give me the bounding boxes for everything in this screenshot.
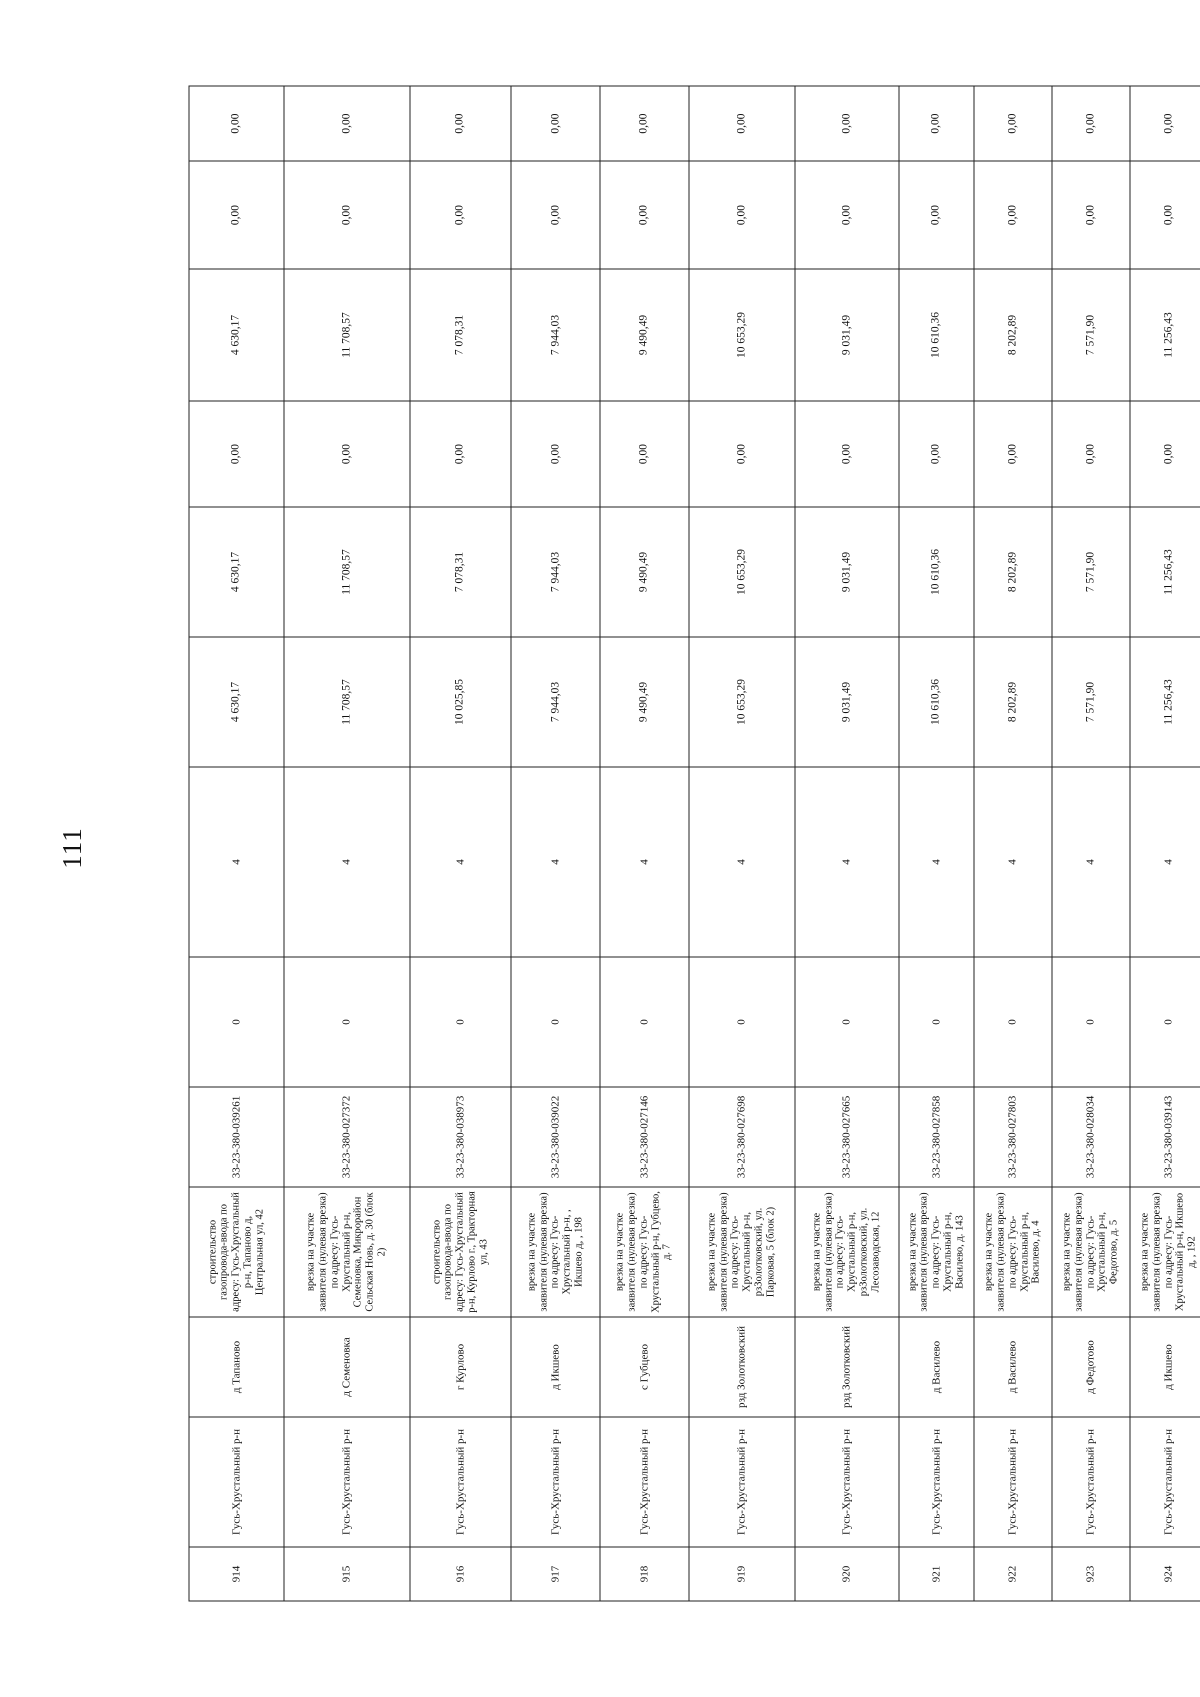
- cell-description: врезка на участке заявителя (нулевая врезка) по адресу: Гусь-Хрустальный р-н, Икшево д, , 192: [1130, 1187, 1200, 1317]
- cell-value-5: 0,00: [409, 161, 511, 269]
- cell-value-2: 7 078,31: [409, 507, 511, 637]
- cell-description: врезка на участке заявителя (нулевая врезка) по адресу: Гусь-Хрустальный р-н, Губцево, д. 7: [600, 1187, 689, 1317]
- cell-value-6: 0,00: [1130, 86, 1200, 161]
- cell-value-6: 0,00: [511, 86, 600, 161]
- cell-value-6: 0,00: [974, 86, 1052, 161]
- cell-col-four: 4: [409, 767, 511, 957]
- cell-description: врезка на участке заявителя (нулевая врезка) по адресу: Гусь-Хрустальный р-н, Семеновка, Микрорайон Сельская Новь, д. 30 (блок 2): [284, 1187, 409, 1317]
- cell-value-2: 11 256,43: [1130, 507, 1200, 637]
- table-row: [284, 86, 409, 1601]
- cell-code: 33-23-380-039143: [1130, 1087, 1200, 1187]
- cell-description: врезка на участке заявителя (нулевая врезка) по адресу: Гусь-Хрустальный р-н, рзЗолотковский, ул. Лесозаводская, 12: [794, 1187, 898, 1317]
- cell-value-5: 0,00: [189, 161, 284, 269]
- cell-code: 33-23-380-027698: [688, 1087, 794, 1187]
- cell-col-zero: 0: [409, 957, 511, 1087]
- cell-code: 33-23-380-039261: [189, 1087, 284, 1187]
- table-row: [974, 86, 1052, 1601]
- cell-value-4: 11 256,43: [1130, 269, 1200, 401]
- cell-value-4: 8 202,89: [974, 269, 1052, 401]
- cell-no: 921: [898, 1547, 974, 1601]
- cell-value-5: 0,00: [284, 161, 409, 269]
- cell-value-4: 7 078,31: [409, 269, 511, 401]
- cell-value-3: 0,00: [189, 401, 284, 507]
- cell-col-zero: 0: [1130, 957, 1200, 1087]
- cell-description: врезка на участке заявителя (нулевая врезка) по адресу: Гусь-Хрустальный р-н, рзЗолотковский, ул. Парковая, 5 (блок 2): [688, 1187, 794, 1317]
- cell-value-6: 0,00: [794, 86, 898, 161]
- cell-value-5: 0,00: [511, 161, 600, 269]
- cell-code: 33-23-380-027665: [794, 1087, 898, 1187]
- cell-value-1: 9 490,49: [600, 637, 689, 767]
- cell-district: Гусь-Хрустальный р-н: [600, 1417, 689, 1547]
- cell-col-zero: 0: [898, 957, 974, 1087]
- cell-settlement: рзд Золотковский: [794, 1317, 898, 1417]
- cell-settlement: рзд Золотковский: [688, 1317, 794, 1417]
- cell-col-zero: 0: [284, 957, 409, 1087]
- cell-district: Гусь-Хрустальный р-н: [284, 1417, 409, 1547]
- cell-col-zero: 0: [1052, 957, 1130, 1087]
- table-row: [189, 86, 284, 1601]
- cell-value-4: 11 708,57: [284, 269, 409, 401]
- cell-col-zero: 0: [794, 957, 898, 1087]
- cell-no: 914: [189, 1547, 284, 1601]
- cell-no: 924: [1130, 1547, 1200, 1601]
- cell-description: врезка на участке заявителя (нулевая врезка) по адресу: Гусь-Хрустальный р-н, Василево, д. 4: [974, 1187, 1052, 1317]
- cell-no: 923: [1052, 1547, 1130, 1601]
- cell-col-four: 4: [794, 767, 898, 957]
- cell-col-zero: 0: [688, 957, 794, 1087]
- cell-settlement: д Василево: [898, 1317, 974, 1417]
- cell-value-3: 0,00: [409, 401, 511, 507]
- cell-col-zero: 0: [189, 957, 284, 1087]
- cell-col-zero: 0: [511, 957, 600, 1087]
- cell-no: 915: [284, 1547, 409, 1601]
- cell-settlement: д Икшево: [511, 1317, 600, 1417]
- cell-value-2: 10 610,36: [898, 507, 974, 637]
- cell-value-4: 7 571,90: [1052, 269, 1130, 401]
- page-number: 111: [56, 827, 87, 869]
- table-row: [1130, 86, 1200, 1601]
- cell-value-1: 11 256,43: [1130, 637, 1200, 767]
- cell-value-3: 0,00: [1052, 401, 1130, 507]
- cell-value-3: 0,00: [1130, 401, 1200, 507]
- cell-col-zero: 0: [974, 957, 1052, 1087]
- cell-value-1: 10 610,36: [898, 637, 974, 767]
- cell-code: 33-23-380-027372: [284, 1087, 409, 1187]
- cell-district: Гусь-Хрустальный р-н: [1130, 1417, 1200, 1547]
- cell-code: 33-23-380-039022: [511, 1087, 600, 1187]
- table-row: [511, 86, 600, 1601]
- table-row: [688, 86, 794, 1601]
- table-row: [409, 86, 511, 1601]
- cell-value-1: 10 025,85: [409, 637, 511, 767]
- cell-district: Гусь-Хрустальный р-н: [794, 1417, 898, 1547]
- cell-settlement: г Курлово: [409, 1317, 511, 1417]
- data-table: [188, 86, 1200, 1602]
- cell-col-four: 4: [1130, 767, 1200, 957]
- cell-value-4: 7 944,03: [511, 269, 600, 401]
- cell-value-2: 9 031,49: [794, 507, 898, 637]
- cell-value-6: 0,00: [898, 86, 974, 161]
- cell-value-5: 0,00: [898, 161, 974, 269]
- cell-value-2: 4 630,17: [189, 507, 284, 637]
- cell-value-6: 0,00: [600, 86, 689, 161]
- cell-district: Гусь-Хрустальный р-н: [409, 1417, 511, 1547]
- cell-value-5: 0,00: [974, 161, 1052, 269]
- cell-no: 916: [409, 1547, 511, 1601]
- cell-value-6: 0,00: [409, 86, 511, 161]
- cell-value-1: 7 571,90: [1052, 637, 1130, 767]
- cell-no: 922: [974, 1547, 1052, 1601]
- cell-district: Гусь-Хрустальный р-н: [1052, 1417, 1130, 1547]
- cell-value-6: 0,00: [688, 86, 794, 161]
- cell-value-4: 10 610,36: [898, 269, 974, 401]
- cell-description: врезка на участке заявителя (нулевая врезка) по адресу: Гусь-Хрустальный р-н, Василево, д. 143: [898, 1187, 974, 1317]
- cell-code: 33-23-380-038973: [409, 1087, 511, 1187]
- cell-col-four: 4: [688, 767, 794, 957]
- cell-value-6: 0,00: [1052, 86, 1130, 161]
- cell-value-3: 0,00: [898, 401, 974, 507]
- cell-district: Гусь-Хрустальный р-н: [189, 1417, 284, 1547]
- cell-value-3: 0,00: [688, 401, 794, 507]
- cell-settlement: с Губцево: [600, 1317, 689, 1417]
- cell-value-4: 9 490,49: [600, 269, 689, 401]
- cell-description: строительство газопровода-ввода по адресу: Гусь-Хрустальный р-н, Тапаново д, Центральная ул, 42: [189, 1187, 284, 1317]
- cell-value-4: 4 630,17: [189, 269, 284, 401]
- cell-settlement: д Семеновка: [284, 1317, 409, 1417]
- cell-value-4: 10 653,29: [688, 269, 794, 401]
- table-row: [794, 86, 898, 1601]
- cell-description: строительство газопровода-ввода по адресу: Гусь-Хрустальный р-н, Курлово г., Тракторная ул, 43: [409, 1187, 511, 1317]
- cell-settlement: д Тапаново: [189, 1317, 284, 1417]
- table-row: [898, 86, 974, 1601]
- cell-code: 33-23-380-028034: [1052, 1087, 1130, 1187]
- cell-district: Гусь-Хрустальный р-н: [974, 1417, 1052, 1547]
- cell-value-2: 8 202,89: [974, 507, 1052, 637]
- cell-code: 33-23-380-027803: [974, 1087, 1052, 1187]
- cell-value-6: 0,00: [189, 86, 284, 161]
- cell-settlement: д Василево: [974, 1317, 1052, 1417]
- cell-value-6: 0,00: [284, 86, 409, 161]
- cell-value-5: 0,00: [794, 161, 898, 269]
- cell-settlement: д Икшево: [1130, 1317, 1200, 1417]
- cell-value-2: 7 571,90: [1052, 507, 1130, 637]
- cell-description: врезка на участке заявителя (нулевая врезка) по адресу: Гусь-Хрустальный р-н, Федотово, д. 5: [1052, 1187, 1130, 1317]
- cell-district: Гусь-Хрустальный р-н: [688, 1417, 794, 1547]
- cell-value-5: 0,00: [600, 161, 689, 269]
- cell-no: 918: [600, 1547, 689, 1601]
- cell-value-1: 11 708,57: [284, 637, 409, 767]
- cell-value-3: 0,00: [974, 401, 1052, 507]
- cell-col-four: 4: [511, 767, 600, 957]
- table-row: [1052, 86, 1130, 1601]
- cell-value-1: 7 944,03: [511, 637, 600, 767]
- cell-value-3: 0,00: [511, 401, 600, 507]
- cell-district: Гусь-Хрустальный р-н: [511, 1417, 600, 1547]
- cell-value-2: 7 944,03: [511, 507, 600, 637]
- cell-value-2: 10 653,29: [688, 507, 794, 637]
- cell-col-four: 4: [974, 767, 1052, 957]
- cell-value-1: 4 630,17: [189, 637, 284, 767]
- cell-col-four: 4: [189, 767, 284, 957]
- cell-value-3: 0,00: [284, 401, 409, 507]
- cell-value-2: 11 708,57: [284, 507, 409, 637]
- cell-col-four: 4: [898, 767, 974, 957]
- cell-col-four: 4: [600, 767, 689, 957]
- cell-code: 33-23-380-027858: [898, 1087, 974, 1187]
- cell-no: 919: [688, 1547, 794, 1601]
- table-body: [189, 86, 1200, 1601]
- table-container: [188, 87, 1200, 1602]
- cell-value-3: 0,00: [794, 401, 898, 507]
- cell-settlement: д Федотово: [1052, 1317, 1130, 1417]
- cell-value-5: 0,00: [1130, 161, 1200, 269]
- cell-no: 920: [794, 1547, 898, 1601]
- cell-code: 33-23-380-027146: [600, 1087, 689, 1187]
- cell-value-4: 9 031,49: [794, 269, 898, 401]
- cell-district: Гусь-Хрустальный р-н: [898, 1417, 974, 1547]
- cell-value-5: 0,00: [1052, 161, 1130, 269]
- table-row: [600, 86, 689, 1601]
- cell-value-1: 9 031,49: [794, 637, 898, 767]
- cell-col-four: 4: [1052, 767, 1130, 957]
- cell-value-1: 8 202,89: [974, 637, 1052, 767]
- cell-col-four: 4: [284, 767, 409, 957]
- cell-value-5: 0,00: [688, 161, 794, 269]
- cell-description: врезка на участке заявителя (нулевая врезка) по адресу: Гусь-Хрустальный р-н, , Икшево д, , 198: [511, 1187, 600, 1317]
- cell-value-1: 10 653,29: [688, 637, 794, 767]
- cell-value-2: 9 490,49: [600, 507, 689, 637]
- cell-col-zero: 0: [600, 957, 689, 1087]
- cell-no: 917: [511, 1547, 600, 1601]
- cell-value-3: 0,00: [600, 401, 689, 507]
